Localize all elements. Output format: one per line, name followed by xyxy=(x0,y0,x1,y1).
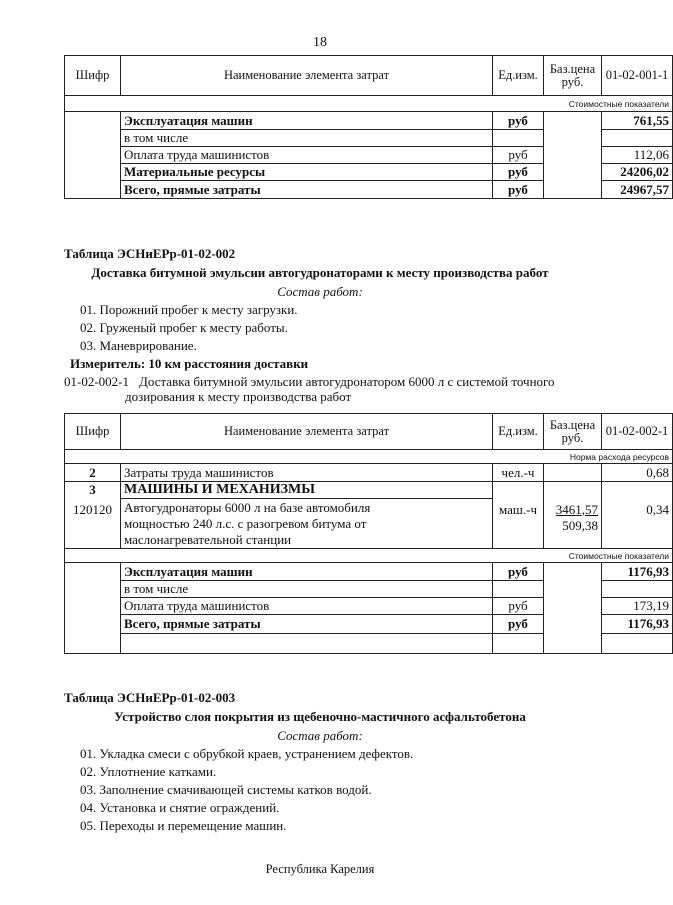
cost-table-1 xyxy=(64,55,673,199)
work-item: 02. Груженый пробег к месту работы. xyxy=(80,320,288,335)
row-price: 3461,57 509,38 xyxy=(544,499,602,549)
row-name: Всего, прямые затраты xyxy=(121,615,493,634)
footer: Республика Карелия xyxy=(265,862,375,876)
row-value: 1176,93 xyxy=(602,615,673,634)
section-label: Стоимостные показатели xyxy=(65,96,673,112)
row-unit: руб xyxy=(493,112,544,130)
row-value: 24206,02 xyxy=(602,164,673,181)
row-name: Автогудронаторы 6000 л на базе автомобиля мощностью 240 л.с. с разогревом битума от маслонагревательной станции xyxy=(121,499,493,549)
header-base-price: Баз.цена руб. xyxy=(544,414,602,450)
row-unit: руб xyxy=(493,147,544,164)
row-name: Затраты труда машинистов xyxy=(121,464,493,482)
row-name: МАШИНЫ И МЕХАНИЗМЫ xyxy=(121,482,493,499)
row-unit: руб xyxy=(493,181,544,199)
row-value: 24967,57 xyxy=(602,181,673,199)
row-name: в том числе xyxy=(121,130,493,147)
cost-table-2 xyxy=(64,413,673,654)
row-value: 173,19 xyxy=(602,598,673,615)
row-name: Эксплуатация машин xyxy=(121,112,493,130)
row-unit: маш.-ч xyxy=(493,499,544,549)
work-item: 01. Порожний пробег к месту загрузки. xyxy=(80,302,298,317)
item-code: 01-02-002-1 xyxy=(64,374,129,389)
row-name: Оплата труда машинистов xyxy=(121,147,493,164)
section-label: Норма расхода ресурсов xyxy=(65,450,673,464)
work-item: 02. Уплотнение катками. xyxy=(80,764,217,779)
item-text: дозирования к месту производства работ xyxy=(125,389,352,404)
header-code: Шифр xyxy=(65,56,121,96)
table-title-3: Таблица ЭСНиЕРр-01-02-003 xyxy=(64,690,236,705)
row-value: 1176,93 xyxy=(602,563,673,581)
header-base-price: Баз.цена руб. xyxy=(544,56,602,96)
header-rate-code: 01-02-001-1 xyxy=(602,56,673,96)
row-name: Всего, прямые затраты xyxy=(121,181,493,199)
row-name: в том числе xyxy=(121,581,493,598)
row-num: 2 xyxy=(65,464,121,482)
row-unit: руб xyxy=(493,598,544,615)
work-item: 01. Укладка смеси с обрубкой краев, устранением дефектов. xyxy=(80,746,414,761)
row-unit: руб xyxy=(493,164,544,181)
section-label: Стоимостные показатели xyxy=(65,549,673,563)
row-unit: руб xyxy=(493,563,544,581)
work-item: 03. Заполнение смачивающей системы катков водой. xyxy=(80,782,372,797)
page-number: 18 xyxy=(313,35,327,50)
header-rate-code: 01-02-002-1 xyxy=(602,414,673,450)
row-value: 761,55 xyxy=(602,112,673,130)
meter: Измеритель: 10 км расстояния доставки xyxy=(70,356,309,371)
table-title-2: Таблица ЭСНиЕРр-01-02-002 xyxy=(64,246,236,261)
header-unit: Ед.изм. xyxy=(493,56,544,96)
work-item: 05. Переходы и перемещение машин. xyxy=(80,818,287,833)
row-value: 112,06 xyxy=(602,147,673,164)
row-value: 0,68 xyxy=(602,464,673,482)
row-unit: чел.-ч xyxy=(493,464,544,482)
header-name: Наименование элемента затрат xyxy=(121,56,493,96)
item-text: Доставка битумной эмульсии автогудронатором 6000 л с системой точного xyxy=(139,374,555,389)
work-item: 03. Маневрирование. xyxy=(80,338,197,353)
row-unit: руб xyxy=(493,615,544,634)
table-caption-2: Доставка битумной эмульсии автогудронаторами к месту производства работ xyxy=(91,265,549,280)
work-item: 04. Установка и снятие ограждений. xyxy=(80,800,280,815)
header-unit: Ед.изм. xyxy=(493,414,544,450)
works-title-2: Состав работ: xyxy=(277,284,363,299)
header-name: Наименование элемента затрат xyxy=(121,414,493,450)
row-name: Материальные ресурсы xyxy=(121,164,493,181)
works-title-3: Состав работ: xyxy=(277,728,363,743)
row-code: 120120 xyxy=(65,499,121,549)
row-value: 0,34 xyxy=(602,499,673,549)
header-code: Шифр xyxy=(65,414,121,450)
row-name: Эксплуатация машин xyxy=(121,563,493,581)
table-caption-3: Устройство слоя покрытия из щебеночно-мастичного асфальтобетона xyxy=(114,709,526,724)
row-name: Оплата труда машинистов xyxy=(121,598,493,615)
row-num: 3 xyxy=(65,482,121,499)
